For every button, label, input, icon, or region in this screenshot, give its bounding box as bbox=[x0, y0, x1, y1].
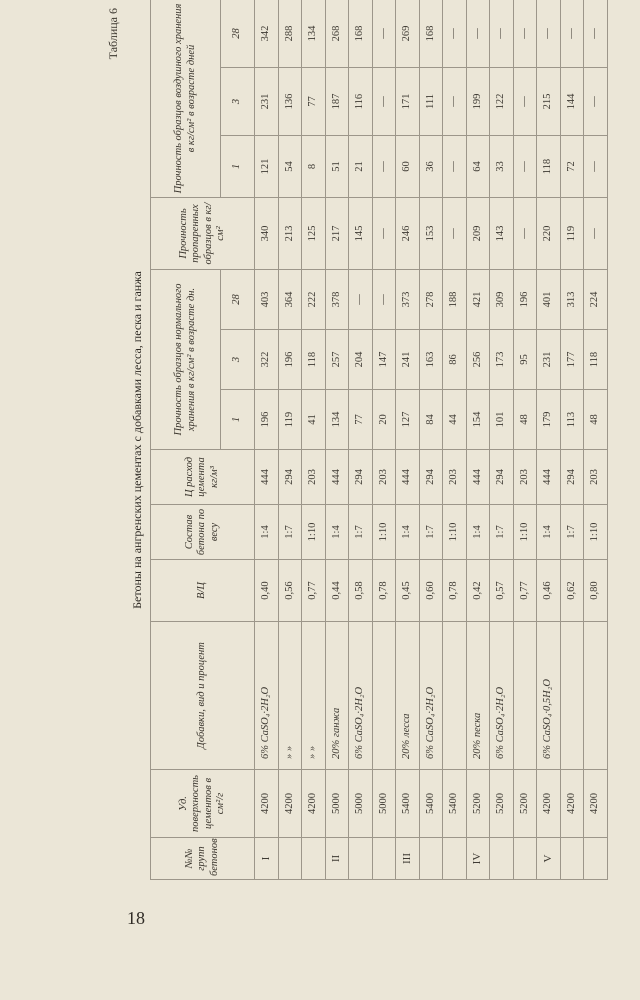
group-cell: V bbox=[537, 838, 561, 880]
normal-day-3-cell: 86 bbox=[443, 330, 467, 390]
normal-day-1-cell: 134 bbox=[325, 390, 349, 450]
steam-cell: — bbox=[443, 198, 467, 270]
air-day-3-cell: 111 bbox=[419, 68, 443, 136]
wc-ratio-cell: 0,44 bbox=[325, 560, 349, 622]
surface-cell: 5400 bbox=[396, 770, 420, 838]
air-day-28-cell: 268 bbox=[325, 0, 349, 68]
table-row bbox=[537, 0, 561, 880]
normal-day-3-cell: 256 bbox=[466, 330, 490, 390]
header-air-day-28: 28 bbox=[221, 0, 255, 68]
steam-cell: 153 bbox=[419, 198, 443, 270]
air-day-28-cell: — bbox=[466, 0, 490, 68]
steam-cell: 119 bbox=[560, 198, 584, 270]
normal-day-28-cell: 403 bbox=[255, 270, 279, 330]
air-day-1-cell: — bbox=[372, 136, 396, 198]
table-row bbox=[325, 0, 349, 880]
additive-cell: 6% CaSO₄·2H₂O bbox=[349, 622, 373, 770]
cement-cell: 444 bbox=[396, 450, 420, 505]
cement-cell: 203 bbox=[443, 450, 467, 505]
normal-day-3-cell: 204 bbox=[349, 330, 373, 390]
header-steam-strength: Прочность пропаренных образцов в кг/см² bbox=[151, 198, 255, 270]
group-cell bbox=[349, 838, 373, 880]
air-day-28-cell: — bbox=[513, 0, 537, 68]
additive-cell bbox=[584, 622, 608, 770]
surface-cell: 4200 bbox=[255, 770, 279, 838]
header-normal-day-3: 3 bbox=[221, 330, 255, 390]
mix-cell: 1:10 bbox=[372, 505, 396, 560]
mix-cell: 1:7 bbox=[419, 505, 443, 560]
mix-cell: 1:4 bbox=[466, 505, 490, 560]
additive-cell: 6% CaSO₄·2H₂O bbox=[490, 622, 514, 770]
normal-day-1-cell: 44 bbox=[443, 390, 467, 450]
normal-day-28-cell: 373 bbox=[396, 270, 420, 330]
group-cell bbox=[513, 838, 537, 880]
group-cell bbox=[372, 838, 396, 880]
steam-cell: 213 bbox=[278, 198, 302, 270]
air-day-1-cell: 33 bbox=[490, 136, 514, 198]
additive-cell: 6% CaSO₄·2H₂O bbox=[255, 622, 279, 770]
air-day-1-cell: 60 bbox=[396, 136, 420, 198]
normal-day-1-cell: 127 bbox=[396, 390, 420, 450]
wc-ratio-cell: 0,56 bbox=[278, 560, 302, 622]
normal-day-3-cell: 196 bbox=[278, 330, 302, 390]
mix-cell: 1:7 bbox=[278, 505, 302, 560]
table-title: Бетоны на ангренских цементах с добавками лесса, песка и ганжа bbox=[130, 271, 144, 609]
header-additive: Добавки, вид и процент bbox=[151, 622, 255, 770]
table-label: Таблица 6 bbox=[106, 8, 120, 60]
normal-day-3-cell: 257 bbox=[325, 330, 349, 390]
group-cell bbox=[278, 838, 302, 880]
normal-day-28-cell: — bbox=[372, 270, 396, 330]
normal-day-3-cell: 322 bbox=[255, 330, 279, 390]
additive-cell bbox=[560, 622, 584, 770]
mix-cell: 1:7 bbox=[560, 505, 584, 560]
air-day-28-cell: — bbox=[490, 0, 514, 68]
group-cell bbox=[560, 838, 584, 880]
group-cell: I bbox=[255, 838, 279, 880]
air-day-28-cell: 342 bbox=[255, 0, 279, 68]
wc-ratio-cell: 0,78 bbox=[372, 560, 396, 622]
cement-cell: 444 bbox=[537, 450, 561, 505]
data-table bbox=[150, 0, 608, 880]
header-air-strength: Прочность образцов воздушного хранения в кг/см² в возрасте дней bbox=[151, 0, 221, 198]
additive-cell: » » bbox=[278, 622, 302, 770]
wc-ratio-cell: 0,40 bbox=[255, 560, 279, 622]
header-cement: Ц расход цемента кг/м³ bbox=[151, 450, 255, 505]
header-group: №№ групп бетонов bbox=[151, 838, 255, 880]
table-row bbox=[560, 0, 584, 880]
air-day-3-cell: 136 bbox=[278, 68, 302, 136]
mix-cell: 1:7 bbox=[349, 505, 373, 560]
air-day-28-cell: — bbox=[584, 0, 608, 68]
air-day-3-cell: — bbox=[513, 68, 537, 136]
normal-day-3-cell: 118 bbox=[302, 330, 326, 390]
steam-cell: 145 bbox=[349, 198, 373, 270]
additive-cell bbox=[443, 622, 467, 770]
air-day-1-cell: 121 bbox=[255, 136, 279, 198]
surface-cell: 5000 bbox=[372, 770, 396, 838]
air-day-1-cell: 21 bbox=[349, 136, 373, 198]
normal-day-3-cell: 147 bbox=[372, 330, 396, 390]
steam-cell: — bbox=[372, 198, 396, 270]
table-body bbox=[255, 0, 608, 880]
header-normal-strength: Прочность образцов нормального хранения в кг/см² в возрасте дн. bbox=[151, 270, 221, 450]
table-row bbox=[278, 0, 302, 880]
wc-ratio-cell: 0,80 bbox=[584, 560, 608, 622]
header-mix: Состав бетона по весу bbox=[151, 505, 255, 560]
table-row bbox=[513, 0, 537, 880]
surface-cell: 5400 bbox=[443, 770, 467, 838]
header-normal-day-1: 1 bbox=[221, 390, 255, 450]
mix-cell: 1:10 bbox=[584, 505, 608, 560]
normal-day-28-cell: 378 bbox=[325, 270, 349, 330]
normal-day-1-cell: 48 bbox=[513, 390, 537, 450]
normal-day-28-cell: 309 bbox=[490, 270, 514, 330]
normal-day-1-cell: 20 bbox=[372, 390, 396, 450]
wc-ratio-cell: 0,77 bbox=[302, 560, 326, 622]
group-cell bbox=[419, 838, 443, 880]
air-day-1-cell: 64 bbox=[466, 136, 490, 198]
air-day-28-cell: 168 bbox=[349, 0, 373, 68]
table-row bbox=[490, 0, 514, 880]
cement-cell: 294 bbox=[278, 450, 302, 505]
cement-cell: 203 bbox=[513, 450, 537, 505]
group-cell: II bbox=[325, 838, 349, 880]
additive-cell: 20% ганжа bbox=[325, 622, 349, 770]
cement-cell: 203 bbox=[302, 450, 326, 505]
air-day-3-cell: 187 bbox=[325, 68, 349, 136]
mix-cell: 1:10 bbox=[302, 505, 326, 560]
normal-day-1-cell: 84 bbox=[419, 390, 443, 450]
normal-day-1-cell: 154 bbox=[466, 390, 490, 450]
air-day-3-cell: 116 bbox=[349, 68, 373, 136]
additive-cell bbox=[513, 622, 537, 770]
normal-day-28-cell: 224 bbox=[584, 270, 608, 330]
steam-cell: 246 bbox=[396, 198, 420, 270]
additive-cell: 6% CaSO₄·2H₂O bbox=[419, 622, 443, 770]
mix-cell: 1:10 bbox=[513, 505, 537, 560]
wc-ratio-cell: 0,77 bbox=[513, 560, 537, 622]
normal-day-28-cell: 278 bbox=[419, 270, 443, 330]
normal-day-1-cell: 196 bbox=[255, 390, 279, 450]
air-day-3-cell: — bbox=[443, 68, 467, 136]
mix-cell: 1:4 bbox=[325, 505, 349, 560]
air-day-1-cell: 54 bbox=[278, 136, 302, 198]
wc-ratio-cell: 0,58 bbox=[349, 560, 373, 622]
table-row bbox=[419, 0, 443, 880]
air-day-1-cell: 118 bbox=[537, 136, 561, 198]
air-day-1-cell: 36 bbox=[419, 136, 443, 198]
header-wc: В/Ц bbox=[151, 560, 255, 622]
table-row bbox=[584, 0, 608, 880]
mix-cell: 1:7 bbox=[490, 505, 514, 560]
normal-day-3-cell: 231 bbox=[537, 330, 561, 390]
table-row bbox=[372, 0, 396, 880]
normal-day-28-cell: 364 bbox=[278, 270, 302, 330]
group-cell bbox=[584, 838, 608, 880]
header-air-day-3: 3 bbox=[221, 68, 255, 136]
additive-cell: 20% песка bbox=[466, 622, 490, 770]
air-day-28-cell: — bbox=[372, 0, 396, 68]
group-cell bbox=[443, 838, 467, 880]
wc-ratio-cell: 0,42 bbox=[466, 560, 490, 622]
air-day-3-cell: 122 bbox=[490, 68, 514, 136]
surface-cell: 5400 bbox=[419, 770, 443, 838]
cement-cell: 444 bbox=[466, 450, 490, 505]
normal-day-28-cell: 196 bbox=[513, 270, 537, 330]
normal-day-1-cell: 48 bbox=[584, 390, 608, 450]
normal-day-28-cell: 401 bbox=[537, 270, 561, 330]
air-day-1-cell: 8 bbox=[302, 136, 326, 198]
mix-cell: 1:10 bbox=[443, 505, 467, 560]
air-day-3-cell: 144 bbox=[560, 68, 584, 136]
cement-cell: 203 bbox=[372, 450, 396, 505]
air-day-28-cell: — bbox=[537, 0, 561, 68]
air-day-28-cell: 269 bbox=[396, 0, 420, 68]
cement-cell: 294 bbox=[560, 450, 584, 505]
air-day-3-cell: — bbox=[372, 68, 396, 136]
air-day-28-cell: 288 bbox=[278, 0, 302, 68]
air-day-1-cell: 72 bbox=[560, 136, 584, 198]
rotated-table-block bbox=[104, 0, 624, 880]
wc-ratio-cell: 0,45 bbox=[396, 560, 420, 622]
surface-cell: 5000 bbox=[325, 770, 349, 838]
surface-cell: 4200 bbox=[302, 770, 326, 838]
additive-cell: 20% лесса bbox=[396, 622, 420, 770]
cement-cell: 203 bbox=[584, 450, 608, 505]
air-day-3-cell: 77 bbox=[302, 68, 326, 136]
surface-cell: 4200 bbox=[584, 770, 608, 838]
table-row bbox=[302, 0, 326, 880]
normal-day-1-cell: 113 bbox=[560, 390, 584, 450]
steam-cell: 340 bbox=[255, 198, 279, 270]
header-surface: Уд. поверхность цементов в см²/г bbox=[151, 770, 255, 838]
air-day-3-cell: 231 bbox=[255, 68, 279, 136]
table-row bbox=[466, 0, 490, 880]
air-day-28-cell: 168 bbox=[419, 0, 443, 68]
steam-cell: 125 bbox=[302, 198, 326, 270]
air-day-28-cell: — bbox=[560, 0, 584, 68]
cement-cell: 294 bbox=[419, 450, 443, 505]
air-day-1-cell: — bbox=[513, 136, 537, 198]
air-day-1-cell: — bbox=[443, 136, 467, 198]
wc-ratio-cell: 0,46 bbox=[537, 560, 561, 622]
normal-day-28-cell: 222 bbox=[302, 270, 326, 330]
wc-ratio-cell: 0,60 bbox=[419, 560, 443, 622]
steam-cell: 217 bbox=[325, 198, 349, 270]
normal-day-28-cell: 421 bbox=[466, 270, 490, 330]
surface-cell: 5200 bbox=[490, 770, 514, 838]
air-day-3-cell: 215 bbox=[537, 68, 561, 136]
table-row bbox=[255, 0, 279, 880]
steam-cell: 220 bbox=[537, 198, 561, 270]
surface-cell: 4200 bbox=[560, 770, 584, 838]
steam-cell: — bbox=[513, 198, 537, 270]
cement-cell: 444 bbox=[325, 450, 349, 505]
additive-cell: 6% CaSO₄·0,5H₂O bbox=[537, 622, 561, 770]
page-number: 18 bbox=[127, 908, 145, 928]
normal-day-3-cell: 163 bbox=[419, 330, 443, 390]
table-row bbox=[443, 0, 467, 880]
normal-day-1-cell: 41 bbox=[302, 390, 326, 450]
steam-cell: 209 bbox=[466, 198, 490, 270]
air-day-28-cell: 134 bbox=[302, 0, 326, 68]
normal-day-3-cell: 95 bbox=[513, 330, 537, 390]
table-row bbox=[396, 0, 420, 880]
normal-day-1-cell: 179 bbox=[537, 390, 561, 450]
table-row bbox=[349, 0, 373, 880]
normal-day-1-cell: 119 bbox=[278, 390, 302, 450]
cement-cell: 444 bbox=[255, 450, 279, 505]
normal-day-1-cell: 101 bbox=[490, 390, 514, 450]
header-normal-day-28: 28 bbox=[221, 270, 255, 330]
surface-cell: 5200 bbox=[513, 770, 537, 838]
group-cell: III bbox=[396, 838, 420, 880]
normal-day-28-cell: — bbox=[349, 270, 373, 330]
normal-day-1-cell: 77 bbox=[349, 390, 373, 450]
mix-cell: 1:4 bbox=[537, 505, 561, 560]
additive-cell bbox=[372, 622, 396, 770]
group-cell bbox=[490, 838, 514, 880]
surface-cell: 4200 bbox=[278, 770, 302, 838]
normal-day-28-cell: 313 bbox=[560, 270, 584, 330]
normal-day-28-cell: 188 bbox=[443, 270, 467, 330]
mix-cell: 1:4 bbox=[255, 505, 279, 560]
normal-day-3-cell: 173 bbox=[490, 330, 514, 390]
steam-cell: — bbox=[584, 198, 608, 270]
surface-cell: 5000 bbox=[349, 770, 373, 838]
air-day-3-cell: 171 bbox=[396, 68, 420, 136]
surface-cell: 5200 bbox=[466, 770, 490, 838]
header-air-day-1: 1 bbox=[221, 136, 255, 198]
air-day-3-cell: — bbox=[584, 68, 608, 136]
air-day-1-cell: — bbox=[584, 136, 608, 198]
wc-ratio-cell: 0,62 bbox=[560, 560, 584, 622]
cement-cell: 294 bbox=[349, 450, 373, 505]
normal-day-3-cell: 177 bbox=[560, 330, 584, 390]
group-cell bbox=[302, 838, 326, 880]
normal-day-3-cell: 118 bbox=[584, 330, 608, 390]
mix-cell: 1:4 bbox=[396, 505, 420, 560]
additive-cell: » » bbox=[302, 622, 326, 770]
group-cell: IV bbox=[466, 838, 490, 880]
air-day-28-cell: — bbox=[443, 0, 467, 68]
air-day-1-cell: 51 bbox=[325, 136, 349, 198]
wc-ratio-cell: 0,57 bbox=[490, 560, 514, 622]
steam-cell: 143 bbox=[490, 198, 514, 270]
wc-ratio-cell: 0,78 bbox=[443, 560, 467, 622]
surface-cell: 4200 bbox=[537, 770, 561, 838]
normal-day-3-cell: 241 bbox=[396, 330, 420, 390]
cement-cell: 294 bbox=[490, 450, 514, 505]
air-day-3-cell: 199 bbox=[466, 68, 490, 136]
